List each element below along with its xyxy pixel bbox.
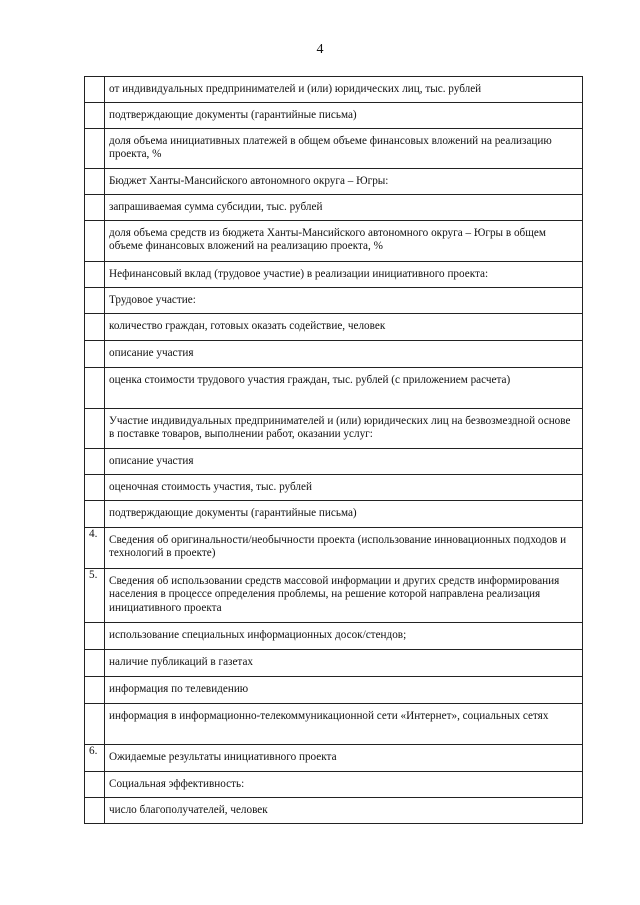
row-text: доля объема инициативных платежей в общем объеме финансовых вложений на реализацию проекта, %	[109, 135, 552, 161]
row-number	[85, 677, 105, 704]
row-number	[85, 221, 105, 262]
row-text: использование специальных информационных досок/стендов;	[109, 629, 407, 641]
row-number	[85, 77, 105, 103]
row-text: подтверждающие документы (гарантийные письма)	[109, 109, 357, 121]
row-text: информация по телевидению	[109, 683, 249, 695]
table-row	[85, 798, 583, 824]
table-row	[85, 314, 583, 341]
row-text: Трудовое участие:	[109, 294, 196, 306]
row-text: Нефинансовый вклад (трудовое участие) в реализации инициативного проекта:	[109, 268, 489, 280]
row-number	[85, 409, 105, 449]
row-number	[85, 772, 105, 798]
row-text: описание участия	[109, 347, 194, 359]
table-row	[85, 745, 583, 772]
table-row	[85, 341, 583, 368]
row-text: число благополучателей, человек	[109, 804, 268, 816]
row-number: 6.	[85, 745, 105, 772]
table-row	[85, 623, 583, 650]
row-number	[85, 288, 105, 314]
row-text: подтверждающие документы (гарантийные письма)	[109, 507, 357, 519]
row-text: описание участия	[109, 455, 194, 467]
table-row	[85, 129, 583, 169]
project-form-table	[84, 76, 583, 824]
row-text: наличие публикаций в газетах	[109, 656, 254, 668]
row-text: запрашиваемая сумма субсидии, тыс. рублей	[109, 201, 323, 213]
row-number	[85, 475, 105, 501]
row-text: Бюджет Ханты-Мансийского автономного округа – Югры:	[109, 175, 389, 187]
row-number	[85, 129, 105, 169]
row-text: Участие индивидуальных предпринимателей и (или) юридических лиц на безвозмездной основе в поставке товаров, выполнении работ, оказании услуг:	[109, 415, 571, 441]
row-number	[85, 798, 105, 824]
table-row	[85, 288, 583, 314]
row-number	[85, 704, 105, 745]
row-text: оценка стоимости трудового участия граждан, тыс. рублей (с приложением расчета)	[109, 374, 511, 386]
page-number: 4	[316, 42, 324, 57]
table-row	[85, 195, 583, 221]
table-row	[85, 221, 583, 262]
row-text: информация в информационно-телекоммуникационной сети «Интернет», социальных сетях	[109, 710, 549, 722]
table-row	[85, 262, 583, 288]
row-number	[85, 195, 105, 221]
table-row	[85, 704, 583, 745]
table-row	[85, 368, 583, 409]
row-number	[85, 103, 105, 129]
row-text: Сведения об использовании средств массовой информации и других средств информирования населения в процессе определения проблемы, на решение которой направлена реализация инициативного проекта	[109, 575, 560, 614]
row-text: от индивидуальных предпринимателей и (или) юридических лиц, тыс. рублей	[109, 83, 482, 95]
row-number	[85, 262, 105, 288]
row-number	[85, 501, 105, 528]
table-row	[85, 650, 583, 677]
row-number	[85, 449, 105, 475]
row-number	[85, 341, 105, 368]
row-number: 4.	[85, 528, 105, 569]
table-row	[85, 103, 583, 129]
row-number	[85, 650, 105, 677]
table-row	[85, 677, 583, 704]
row-text: доля объема средств из бюджета Ханты-Мансийского автономного округа – Югры в общем объеме финансовых вложений на реализацию проекта, %	[109, 227, 546, 253]
table-row	[85, 772, 583, 798]
row-text: Социальная эффективность:	[109, 778, 245, 790]
table-row	[85, 169, 583, 195]
table-row	[85, 569, 583, 623]
table-row	[85, 77, 583, 103]
row-number	[85, 368, 105, 409]
row-text: Сведения об оригинальности/необычности проекта (использование инновационных подходов и технологий в проекте)	[109, 534, 567, 560]
row-text: оценочная стоимость участия, тыс. рублей	[109, 481, 312, 493]
row-number	[85, 314, 105, 341]
row-text: Ожидаемые результаты инициативного проекта	[109, 751, 337, 763]
table-row	[85, 528, 583, 569]
table-row	[85, 475, 583, 501]
row-number	[85, 169, 105, 195]
table-row	[85, 449, 583, 475]
row-text: количество граждан, готовых оказать содействие, человек	[109, 320, 386, 332]
table-row	[85, 501, 583, 528]
row-number	[85, 623, 105, 650]
table-row	[85, 409, 583, 449]
row-number: 5.	[85, 569, 105, 623]
